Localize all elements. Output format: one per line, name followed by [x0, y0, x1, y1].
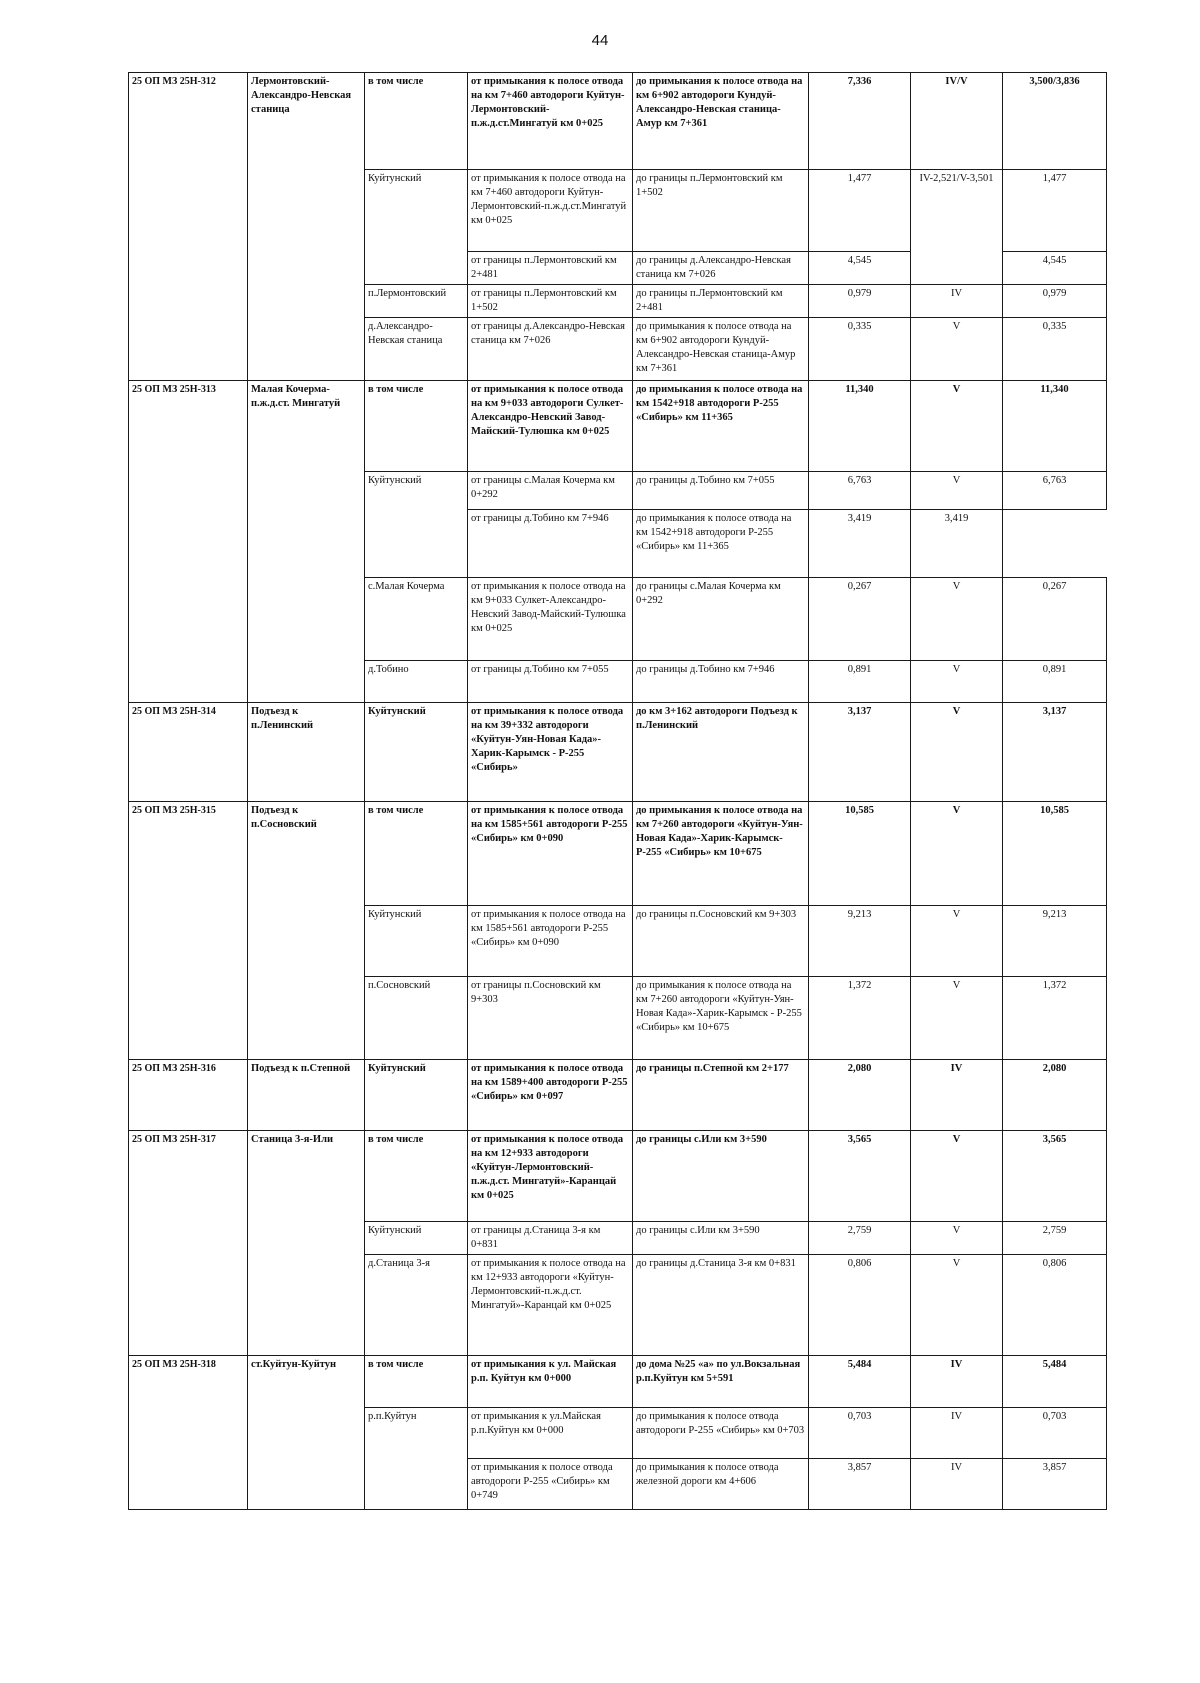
length-cell: 0,891	[809, 661, 911, 703]
road-id-cell: 25 ОП МЗ 25Н-315	[129, 802, 248, 1060]
district-cell: д.Александро-Невская станица	[365, 318, 468, 381]
road-id-cell: 25 ОП МЗ 25Н-318	[129, 1356, 248, 1510]
length-cell: 3,857	[809, 1459, 911, 1510]
segment-start-cell: от примыкания к полосе отвода на км 7+460 автодороги Куйтун-Лермонтовский-п.ж.д.ст.Мингатуй км 0+025	[468, 170, 633, 252]
length-cell: 5,484	[809, 1356, 911, 1408]
segment-end-cell: до границы п.Лермонтовский км 2+481	[633, 285, 809, 318]
category-cell: V	[911, 906, 1003, 977]
district-cell: в том числе	[365, 1356, 468, 1408]
segment-start-cell: от границы д.Тобино км 7+055	[468, 661, 633, 703]
total-length-cell: 3,500/3,836	[1003, 73, 1107, 170]
segment-start-cell: от примыкания к полосе отвода на км 9+033 автодороги Сулкет-Александро-Невский Завод-Майский-Тулюшка км 0+025	[468, 381, 633, 472]
category-cell: V	[911, 661, 1003, 703]
category-cell: IV/V	[911, 73, 1003, 170]
length-cell: 3,137	[809, 703, 911, 802]
road-id-cell: 25 ОП МЗ 25Н-313	[129, 381, 248, 703]
district-cell: п.Сосновский	[365, 977, 468, 1060]
segment-end-cell: до границы п.Сосновский км 9+303	[633, 906, 809, 977]
category-cell: IV	[911, 285, 1003, 318]
page-number: 44	[591, 32, 609, 49]
segment-end-cell: до границы с.Или км 3+590	[633, 1131, 809, 1222]
road-name-cell: Подъезд к п.Ленинский	[248, 703, 365, 802]
length-cell: 0,806	[809, 1255, 911, 1356]
total-length-cell: 3,419	[911, 510, 1003, 578]
category-cell: V	[911, 1255, 1003, 1356]
length-cell: 0,703	[809, 1408, 911, 1459]
segment-start-cell: от границы д.Тобино км 7+946	[468, 510, 633, 578]
segment-start-cell: от границы д.Александро-Невская станица км 7+026	[468, 318, 633, 381]
road-row	[129, 703, 1107, 802]
category-cell: IV-2,521/V-3,501	[911, 170, 1003, 285]
segment-end-cell: до границы д.Станица 3-я км 0+831	[633, 1255, 809, 1356]
total-length-cell: 2,759	[1003, 1222, 1107, 1255]
segment-start-cell: от границы п.Сосновский км 9+303	[468, 977, 633, 1060]
length-cell: 6,763	[809, 472, 911, 510]
category-cell: V	[911, 703, 1003, 802]
road-name-cell: Подъезд к п.Сосновский	[248, 802, 365, 1060]
length-cell: 2,080	[809, 1060, 911, 1131]
total-length-cell: 9,213	[1003, 906, 1107, 977]
segment-end-cell: до границы д.Тобино км 7+946	[633, 661, 809, 703]
category-cell: IV	[911, 1459, 1003, 1510]
district-cell: Куйтунский	[365, 170, 468, 285]
segment-start-cell: от примыкания к полосе отвода на км 12+933 автодороги «Куйтун-Лермонтовский-п.ж.д.ст. Мингатуй»-Каранцай км 0+025	[468, 1255, 633, 1356]
total-length-cell: 6,763	[1003, 472, 1107, 510]
segment-end-cell: до примыкания к полосе отвода на км 6+902 автодороги Кундуй-Александро-Невская станица-Амур км 7+361	[633, 318, 809, 381]
segment-end-cell: до примыкания к полосе отвода на км 1542+918 автодороги Р-255 «Сибирь» км 11+365	[633, 510, 809, 578]
roads-table-body	[129, 73, 1107, 1510]
length-cell: 0,267	[809, 578, 911, 661]
segment-end-cell: до примыкания к полосе отвода на км 1542+918 автодороги Р-255 «Сибирь» км 11+365	[633, 381, 809, 472]
segment-start-cell: от границы с.Малая Кочерма км 0+292	[468, 472, 633, 510]
length-cell: 1,372	[809, 977, 911, 1060]
district-cell: д.Тобино	[365, 661, 468, 703]
segment-start-cell: от примыкания к полосе отвода на км 39+332 автодороги «Куйтун-Уян-Новая Када»-Харик-Карымск - Р-255 «Сибирь»	[468, 703, 633, 802]
total-length-cell: 3,137	[1003, 703, 1107, 802]
category-cell: V	[911, 977, 1003, 1060]
district-cell: Куйтунский	[365, 906, 468, 977]
segment-start-cell: от примыкания к полосе отвода на км 9+033 Сулкет-Александро-Невский Завод-Майский-Тулюшка км 0+025	[468, 578, 633, 661]
total-length-cell: 4,545	[1003, 252, 1107, 285]
total-length-cell: 1,477	[1003, 170, 1107, 252]
district-cell: в том числе	[365, 802, 468, 906]
total-length-cell: 0,806	[1003, 1255, 1107, 1356]
segment-end-cell: до границы с.Или км 3+590	[633, 1222, 809, 1255]
segment-end-cell: до границы д.Александро-Невская станица км 7+026	[633, 252, 809, 285]
road-name-cell: ст.Куйтун-Куйтун	[248, 1356, 365, 1510]
district-cell: в том числе	[365, 73, 468, 170]
segment-start-cell: от границы д.Станица 3-я км 0+831	[468, 1222, 633, 1255]
length-cell: 4,545	[809, 252, 911, 285]
total-length-cell: 5,484	[1003, 1356, 1107, 1408]
total-length-cell: 0,891	[1003, 661, 1107, 703]
road-row	[129, 1060, 1107, 1131]
total-length-cell: 0,703	[1003, 1408, 1107, 1459]
segment-start-cell: от примыкания к полосе отвода автодороги Р-255 «Сибирь» км 0+749	[468, 1459, 633, 1510]
length-cell: 10,585	[809, 802, 911, 906]
length-cell: 3,565	[809, 1131, 911, 1222]
district-cell: д.Станица 3-я	[365, 1255, 468, 1356]
category-cell: V	[911, 318, 1003, 381]
length-cell: 3,419	[809, 510, 911, 578]
district-cell: в том числе	[365, 1131, 468, 1222]
segment-end-cell: до границы д.Тобино км 7+055	[633, 472, 809, 510]
segment-end-cell: до границы с.Малая Кочерма км 0+292	[633, 578, 809, 661]
segment-end-cell: до примыкания к полосе отвода железной дороги км 4+606	[633, 1459, 809, 1510]
total-length-cell: 1,372	[1003, 977, 1107, 1060]
total-length-cell: 0,979	[1003, 285, 1107, 318]
category-cell: IV	[911, 1408, 1003, 1459]
roads-table	[128, 72, 1107, 1510]
road-id-cell: 25 ОП МЗ 25Н-312	[129, 73, 248, 381]
segment-end-cell: до примыкания к полосе отвода на км 7+260 автодороги «Куйтун-Уян-Новая Када»-Харик-Карымск-Р-255 «Сибирь» км 10+675	[633, 802, 809, 906]
district-cell: п.Лермонтовский	[365, 285, 468, 318]
category-cell: V	[911, 472, 1003, 510]
length-cell: 2,759	[809, 1222, 911, 1255]
road-name-cell: Малая Кочерма-п.ж.д.ст. Мингатуй	[248, 381, 365, 703]
district-cell: Куйтунский	[365, 472, 468, 578]
segment-start-cell: от примыкания к полосе отвода на км 1585+561 автодороги Р-255 «Сибирь» км 0+090	[468, 802, 633, 906]
category-cell: V	[911, 1131, 1003, 1222]
segment-start-cell: от границы п.Лермонтовский км 2+481	[468, 252, 633, 285]
category-cell: V	[911, 802, 1003, 906]
segment-end-cell: до км 3+162 автодороги Подъезд к п.Ленинский	[633, 703, 809, 802]
segment-end-cell: до границы п.Лермонтовский км 1+502	[633, 170, 809, 252]
total-length-cell: 11,340	[1003, 381, 1107, 472]
segment-end-cell: до примыкания к полосе отвода на км 7+260 автодороги «Куйтун-Уян-Новая Када»-Харик-Карымск - Р-255 «Сибирь» км 10+675	[633, 977, 809, 1060]
district-cell: Куйтунский	[365, 1060, 468, 1131]
segment-start-cell: от примыкания к полосе отвода на км 1585+561 автодороги Р-255 «Сибирь» км 0+090	[468, 906, 633, 977]
road-id-cell: 25 ОП МЗ 25Н-314	[129, 703, 248, 802]
segment-start-cell: от примыкания к ул. Майская р.п. Куйтун км 0+000	[468, 1356, 633, 1408]
district-cell: р.п.Куйтун	[365, 1408, 468, 1510]
road-id-cell: 25 ОП МЗ 25Н-317	[129, 1131, 248, 1356]
category-cell: IV	[911, 1060, 1003, 1131]
total-length-cell: 10,585	[1003, 802, 1107, 906]
district-cell: Куйтунский	[365, 703, 468, 802]
total-length-cell: 3,565	[1003, 1131, 1107, 1222]
district-cell: Куйтунский	[365, 1222, 468, 1255]
segment-start-cell: от границы п.Лермонтовский км 1+502	[468, 285, 633, 318]
total-length-cell: 2,080	[1003, 1060, 1107, 1131]
road-name-cell: Подъезд к п.Степной	[248, 1060, 365, 1131]
segment-start-cell: от примыкания к полосе отвода на км 7+460 автодороги Куйтун-Лермонтовский-п.ж.д.ст.Мингатуй км 0+025	[468, 73, 633, 170]
total-length-cell: 0,335	[1003, 318, 1107, 381]
road-row	[129, 73, 1107, 170]
segment-end-cell: до границы п.Степной км 2+177	[633, 1060, 809, 1131]
segment-end-cell: до дома №25 «а» по ул.Вокзальная р.п.Куйтун км 5+591	[633, 1356, 809, 1408]
length-cell: 9,213	[809, 906, 911, 977]
road-row	[129, 1131, 1107, 1222]
category-cell: V	[911, 381, 1003, 472]
road-row	[129, 802, 1107, 906]
category-cell: V	[911, 1222, 1003, 1255]
district-cell: в том числе	[365, 381, 468, 472]
segment-start-cell: от примыкания к полосе отвода на км 12+933 автодороги «Куйтун-Лермонтовский-п.ж.д.ст. Мингатуй»-Каранцай км 0+025	[468, 1131, 633, 1222]
segment-end-cell: до примыкания к полосе отвода на км 6+902 автодороги Кундуй-Александро-Невская станица-Амур км 7+361	[633, 73, 809, 170]
total-length-cell: 3,857	[1003, 1459, 1107, 1510]
road-row	[129, 381, 1107, 472]
district-cell: с.Малая Кочерма	[365, 578, 468, 661]
road-name-cell: Станица 3-я-Или	[248, 1131, 365, 1356]
segment-start-cell: от примыкания к полосе отвода на км 1589+400 автодороги Р-255 «Сибирь» км 0+097	[468, 1060, 633, 1131]
category-cell: IV	[911, 1356, 1003, 1408]
road-row	[129, 1356, 1107, 1408]
total-length-cell: 0,267	[1003, 578, 1107, 661]
segment-start-cell: от примыкания к ул.Майская р.п.Куйтун км 0+000	[468, 1408, 633, 1459]
segment-end-cell: до примыкания к полосе отвода автодороги Р-255 «Сибирь» км 0+703	[633, 1408, 809, 1459]
length-cell: 0,979	[809, 285, 911, 318]
category-cell: V	[911, 578, 1003, 661]
road-name-cell: Лермонтовский-Александро-Невская станица	[248, 73, 365, 381]
length-cell: 1,477	[809, 170, 911, 252]
length-cell: 11,340	[809, 381, 911, 472]
length-cell: 7,336	[809, 73, 911, 170]
road-id-cell: 25 ОП МЗ 25Н-316	[129, 1060, 248, 1131]
length-cell: 0,335	[809, 318, 911, 381]
